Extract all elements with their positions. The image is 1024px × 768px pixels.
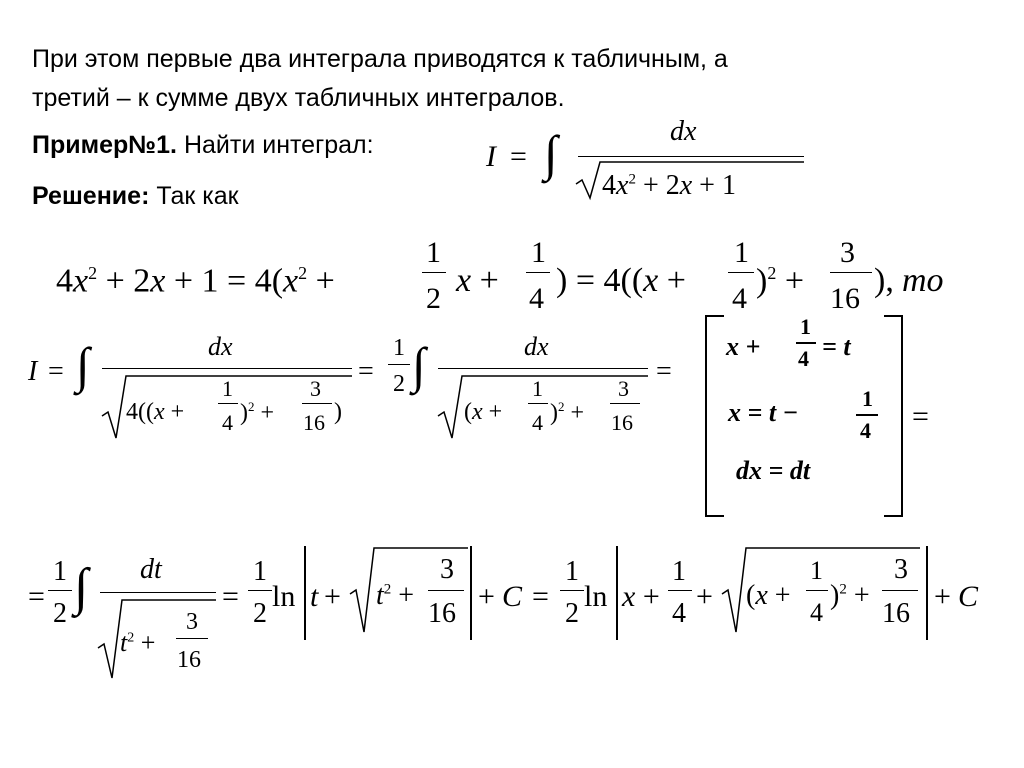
sub-line-3: dx = dt: [736, 456, 811, 485]
frac-den: 4: [810, 598, 823, 627]
den-part2: )$^2$ +: [550, 399, 585, 426]
example-label: Пример№1.: [32, 131, 177, 159]
plus-sign: +: [696, 580, 713, 613]
plus-sign: +: [934, 580, 951, 613]
equals-sign: =: [222, 580, 239, 613]
frac-num: 3: [840, 236, 855, 269]
expr-end: ),: [874, 262, 894, 299]
fraction-bar: [100, 592, 216, 593]
frac-bar: [248, 590, 272, 591]
sqrt-content: $t^2$ +: [376, 580, 415, 611]
frac-num: 3: [894, 554, 908, 585]
frac-bar: [796, 342, 816, 344]
frac-bar: [422, 272, 446, 273]
frac-den: 4: [672, 598, 686, 629]
frac-bar: [218, 403, 238, 404]
dx-numerator: dx: [208, 332, 233, 361]
frac-bar: [302, 403, 332, 404]
frac-den: 16: [177, 647, 201, 673]
sqrt-sign: [96, 596, 220, 682]
frac-num: 1: [565, 556, 579, 587]
fraction-bar: [438, 368, 648, 369]
frac-num: 1: [532, 376, 543, 401]
integral-sign: ∫: [76, 337, 90, 393]
var-t: t: [310, 580, 319, 613]
sub-line-1-end: = t: [822, 332, 851, 361]
const-C: C: [502, 580, 523, 613]
frac-bar: [560, 590, 584, 591]
equals-sign: =: [28, 580, 45, 613]
den-part: (x +: [464, 399, 503, 425]
equals-sign: =: [48, 356, 64, 387]
abs-bar-left: [616, 546, 618, 640]
frac-num: 3: [186, 609, 198, 635]
abs-bar-right: [926, 546, 928, 640]
dt-numerator: dt: [140, 554, 162, 585]
frac-den: 2: [426, 282, 441, 315]
frac-num: 1: [222, 376, 233, 401]
expr-left: $4x^2 + 2x + 1 = 4(x^2$ +: [56, 262, 335, 300]
frac-den: 4: [860, 418, 871, 443]
integral-sign: ∫: [544, 125, 558, 181]
equals-sign: =: [656, 356, 672, 387]
formula-I: I: [28, 356, 38, 387]
intro-line-1: При этом первые два интеграла приводятся к табличным, а: [32, 45, 728, 73]
frac-num: 1: [734, 236, 749, 269]
frac-num: 1: [426, 236, 441, 269]
frac-bar: [728, 272, 754, 273]
frac-den: 2: [393, 371, 405, 397]
const-C: C: [958, 580, 979, 613]
expr-mid3: )$^2$ +: [756, 262, 805, 300]
frac-bar: [428, 590, 464, 591]
fraction-bar: [578, 156, 804, 157]
equals-sign: =: [358, 356, 374, 387]
den-part2: )$^2$ +: [240, 399, 275, 426]
frac-num: 3: [310, 376, 321, 401]
fraction-bar: [102, 368, 352, 369]
frac-bar: [526, 272, 550, 273]
frac-num: 3: [618, 376, 629, 401]
sub-line-1: x +: [726, 332, 761, 361]
den-part3: ): [334, 399, 342, 425]
solution-line: [32, 178, 239, 214]
dx-numerator: dx: [524, 332, 549, 361]
sqrt-content: (x +: [746, 580, 791, 611]
frac-num: 1: [53, 556, 67, 587]
frac-num: 1: [800, 314, 811, 339]
equals-sign: =: [510, 140, 527, 173]
sqrt-content-2: )$^2$ +: [830, 580, 870, 611]
equals-sign: =: [912, 400, 929, 433]
frac-num: 1: [862, 386, 873, 411]
frac-den: 4: [532, 410, 543, 435]
frac-den: 16: [830, 282, 860, 315]
frac-den: 16: [428, 598, 456, 629]
frac-num: 1: [393, 335, 405, 361]
expr-mid2: ) = 4((x +: [556, 262, 686, 299]
frac-den: 4: [222, 410, 233, 435]
frac-num: 1: [253, 556, 267, 587]
frac-bar: [856, 414, 878, 416]
frac-bar: [882, 590, 918, 591]
ln-label: ln: [272, 580, 296, 613]
solution-label: Решение:: [32, 182, 150, 210]
equals-sign: =: [532, 580, 549, 613]
den-part: 4((x +: [126, 399, 185, 425]
frac-bar: [48, 590, 72, 591]
frac-den: 16: [882, 598, 910, 629]
example-text: Найти интеграл:: [177, 131, 374, 159]
expr-mid: x +: [456, 262, 499, 299]
solution-text: Так как: [149, 182, 239, 210]
frac-num: 1: [810, 556, 823, 585]
frac-bar: [176, 638, 208, 639]
sub-line-2: x = t −: [728, 398, 799, 427]
frac-bar: [806, 590, 828, 591]
plus-sign: +: [478, 580, 495, 613]
word-to: то: [902, 262, 944, 299]
integral-sign: ∫: [74, 559, 89, 616]
abs-bar-right: [470, 546, 472, 640]
abs-bar-left: [304, 546, 306, 640]
formula-I: I: [486, 140, 496, 173]
frac-bar: [528, 403, 548, 404]
frac-bar: [830, 272, 872, 273]
frac-num: 1: [672, 556, 686, 587]
integral-sign: ∫: [412, 337, 426, 393]
dx-numerator: dx: [670, 116, 697, 147]
frac-num: 1: [531, 236, 546, 269]
intro-line-2: третий – к сумме двух табличных интегралов.: [32, 84, 565, 112]
frac-bar: [610, 403, 640, 404]
frac-den: 4: [798, 346, 809, 371]
plus-sign: +: [324, 580, 341, 613]
ln-label: ln: [584, 580, 608, 613]
frac-num: 3: [440, 554, 454, 585]
frac-den: 2: [565, 598, 579, 629]
example-line: [32, 127, 374, 163]
frac-bar: [388, 364, 410, 365]
frac-den: 2: [53, 598, 67, 629]
frac-den: 16: [611, 410, 633, 435]
frac-den: 4: [732, 282, 747, 315]
abs-content: x +: [622, 580, 660, 613]
frac-bar: [668, 590, 692, 591]
den-part: $t^2$ +: [120, 628, 156, 657]
frac-den: 4: [529, 282, 544, 315]
frac-den: 16: [303, 410, 325, 435]
frac-den: 2: [253, 598, 267, 629]
denominator: $4x^2 + 2x + 1$: [602, 170, 736, 201]
